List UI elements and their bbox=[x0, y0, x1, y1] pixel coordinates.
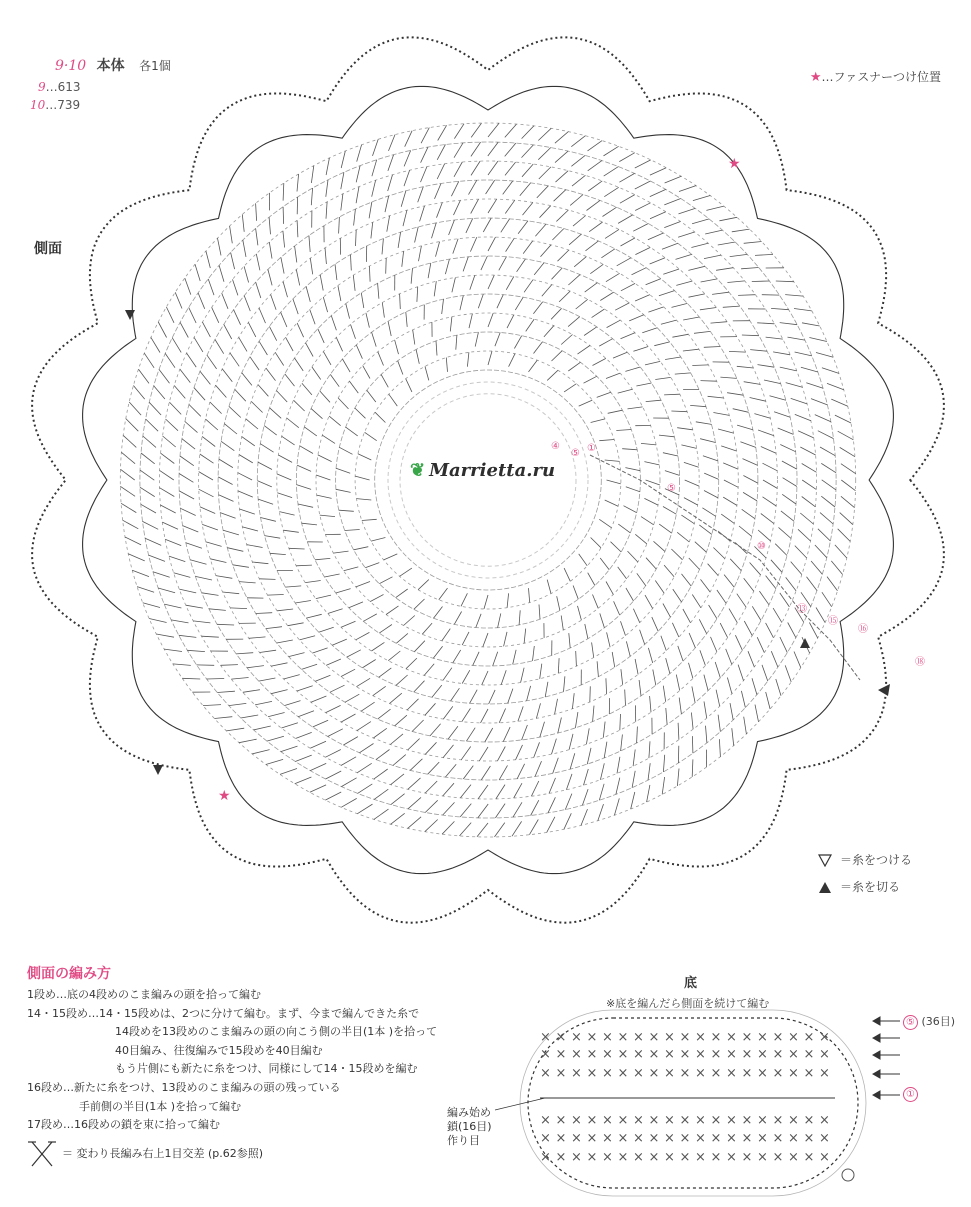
svg-text:×: × bbox=[617, 1131, 629, 1146]
svg-text:×: × bbox=[726, 1066, 737, 1081]
svg-text:×: × bbox=[648, 1030, 660, 1045]
legend-cut-text: ＝糸を切る bbox=[840, 880, 901, 894]
yarn-code: …739 bbox=[45, 98, 81, 112]
legend-attach-text: ＝糸をつける bbox=[840, 853, 913, 867]
svg-text:×: × bbox=[741, 1131, 753, 1146]
svg-text:×: × bbox=[819, 1047, 830, 1062]
method-line: 16段め…新たに糸をつけ、13段めのこま編みの頭の残っている bbox=[27, 1080, 341, 1094]
method-text bbox=[27, 986, 497, 1135]
svg-text:×: × bbox=[633, 1047, 644, 1062]
svg-text:×: × bbox=[679, 1047, 691, 1062]
svg-text:×: × bbox=[803, 1131, 815, 1146]
svg-text:×: × bbox=[540, 1131, 551, 1146]
svg-text:×: × bbox=[586, 1030, 598, 1045]
svg-text:×: × bbox=[819, 1113, 830, 1128]
svg-text:×: × bbox=[633, 1131, 644, 1146]
svg-text:×: × bbox=[648, 1131, 660, 1146]
svg-text:×: × bbox=[772, 1131, 784, 1146]
cut-marker bbox=[800, 638, 810, 648]
svg-text:×: × bbox=[540, 1030, 551, 1045]
method-line: 14段めを13段めのこま編みの頭の向こう側の半目(1本 )を拾って bbox=[115, 1025, 438, 1039]
leaf-icon: ❦ bbox=[410, 460, 426, 481]
svg-text:×: × bbox=[617, 1047, 629, 1062]
svg-text:×: × bbox=[788, 1047, 799, 1062]
svg-text:×: × bbox=[726, 1150, 737, 1165]
start-label-line: 鎖(16目) bbox=[447, 1120, 492, 1133]
svg-text:×: × bbox=[757, 1131, 768, 1146]
svg-text:×: × bbox=[555, 1131, 567, 1146]
svg-text:×: × bbox=[571, 1030, 582, 1045]
svg-text:×: × bbox=[757, 1113, 768, 1128]
svg-text:×: × bbox=[788, 1066, 799, 1081]
svg-text:×: × bbox=[679, 1030, 691, 1045]
round-marker: ⑮ bbox=[828, 616, 838, 627]
svg-text:×: × bbox=[726, 1047, 737, 1062]
side-label: 側面 bbox=[34, 241, 62, 257]
cut-marker bbox=[878, 684, 890, 696]
svg-text:×: × bbox=[757, 1030, 768, 1045]
svg-text:×: × bbox=[772, 1047, 784, 1062]
svg-text:×: × bbox=[695, 1030, 706, 1045]
svg-text:×: × bbox=[633, 1113, 644, 1128]
pattern-title bbox=[55, 55, 171, 75]
legend-cut bbox=[818, 878, 900, 895]
star-icon: ★ bbox=[809, 70, 822, 85]
watermark bbox=[410, 460, 555, 481]
svg-text:×: × bbox=[586, 1113, 598, 1128]
round-marker: ⑤ bbox=[667, 483, 676, 494]
svg-text:×: × bbox=[726, 1131, 737, 1146]
svg-text:×: × bbox=[602, 1150, 613, 1165]
svg-text:×: × bbox=[695, 1047, 706, 1062]
row-number-badge: ⑤ bbox=[903, 1015, 918, 1030]
svg-text:×: × bbox=[540, 1047, 551, 1062]
svg-text:×: × bbox=[695, 1113, 706, 1128]
svg-text:×: × bbox=[633, 1150, 644, 1165]
svg-text:×: × bbox=[571, 1113, 582, 1128]
method-line: 手前側の半目(1本 )を拾って編む bbox=[79, 1099, 242, 1113]
row-number-badge: ① bbox=[903, 1087, 918, 1102]
svg-text:×: × bbox=[695, 1066, 706, 1081]
svg-text:×: × bbox=[540, 1113, 551, 1128]
title-qty: 各1個 bbox=[139, 59, 171, 73]
round-marker: ⑩ bbox=[757, 541, 766, 552]
svg-text:×: × bbox=[602, 1131, 613, 1146]
svg-text:×: × bbox=[803, 1066, 815, 1081]
yarn-code: …613 bbox=[45, 80, 81, 94]
svg-text:×: × bbox=[710, 1030, 722, 1045]
svg-text:×: × bbox=[633, 1030, 644, 1045]
svg-text:×: × bbox=[617, 1150, 629, 1165]
svg-text:×: × bbox=[571, 1066, 582, 1081]
svg-text:×: × bbox=[741, 1113, 753, 1128]
row-1-label bbox=[903, 1087, 918, 1102]
svg-text:×: × bbox=[633, 1066, 644, 1081]
svg-text:×: × bbox=[664, 1047, 675, 1062]
yarn-num: 9 bbox=[38, 80, 46, 94]
round-marker: ① bbox=[587, 443, 596, 454]
round-marker: ⑬ bbox=[797, 604, 807, 615]
svg-text:×: × bbox=[741, 1030, 753, 1045]
zipper-star-bottom: ★ bbox=[218, 788, 231, 804]
yarn-row-9 bbox=[38, 80, 81, 94]
svg-text:×: × bbox=[788, 1030, 799, 1045]
svg-text:×: × bbox=[664, 1113, 675, 1128]
round-marker: ⑤ bbox=[571, 448, 580, 459]
svg-text:×: × bbox=[602, 1066, 613, 1081]
legend-attach bbox=[818, 851, 912, 868]
filled-triangle-icon bbox=[818, 881, 832, 894]
svg-text:×: × bbox=[788, 1113, 799, 1128]
svg-text:×: × bbox=[571, 1047, 582, 1062]
svg-text:×: × bbox=[571, 1150, 582, 1165]
row-arrows bbox=[873, 1017, 900, 1099]
svg-text:×: × bbox=[803, 1113, 815, 1128]
start-label-line: 編み始め bbox=[447, 1106, 491, 1119]
svg-text:×: × bbox=[772, 1066, 784, 1081]
svg-text:×: × bbox=[555, 1047, 567, 1062]
svg-text:×: × bbox=[679, 1113, 691, 1128]
svg-text:×: × bbox=[819, 1030, 830, 1045]
svg-text:×: × bbox=[710, 1131, 722, 1146]
svg-text:×: × bbox=[757, 1047, 768, 1062]
svg-text:×: × bbox=[726, 1113, 737, 1128]
svg-text:×: × bbox=[586, 1066, 598, 1081]
svg-text:×: × bbox=[726, 1030, 737, 1045]
open-triangle-icon bbox=[818, 854, 832, 867]
svg-text:×: × bbox=[648, 1113, 660, 1128]
start-label-line: 作り目 bbox=[447, 1134, 480, 1147]
bottom-note: ※底を編んだら側面を続けて編む bbox=[606, 997, 770, 1010]
method-line: 14・15段め…14・15段めは、2つに分けて編む。まず、今まで編んできた糸で bbox=[27, 1006, 420, 1020]
star-legend bbox=[810, 68, 941, 85]
svg-text:×: × bbox=[819, 1066, 830, 1081]
svg-text:×: × bbox=[772, 1030, 784, 1045]
svg-text:×: × bbox=[710, 1113, 722, 1128]
cut-marker bbox=[153, 765, 163, 775]
svg-text:×: × bbox=[741, 1150, 753, 1165]
svg-text:×: × bbox=[540, 1066, 551, 1081]
svg-text:×: × bbox=[617, 1030, 629, 1045]
svg-text:×: × bbox=[555, 1150, 567, 1165]
svg-text:×: × bbox=[803, 1030, 815, 1045]
svg-text:×: × bbox=[555, 1113, 567, 1128]
svg-text:×: × bbox=[710, 1066, 722, 1081]
svg-text:×: × bbox=[803, 1150, 815, 1165]
svg-text:×: × bbox=[741, 1047, 753, 1062]
svg-text:×: × bbox=[602, 1047, 613, 1062]
svg-text:×: × bbox=[757, 1066, 768, 1081]
svg-text:×: × bbox=[679, 1066, 691, 1081]
method-line: もう片側にも新たに糸をつけ、同様にして14・15段めを編む bbox=[115, 1062, 418, 1076]
svg-text:×: × bbox=[648, 1150, 660, 1165]
svg-text:×: × bbox=[757, 1150, 768, 1165]
title-main: 本体 bbox=[96, 58, 125, 74]
svg-text:×: × bbox=[788, 1150, 799, 1165]
watermark-text: Marrietta.ru bbox=[429, 460, 556, 481]
round-marker: ④ bbox=[551, 441, 560, 452]
round-marker: ⑱ bbox=[915, 657, 925, 668]
svg-text:×: × bbox=[617, 1066, 629, 1081]
zipper-star-top: ★ bbox=[728, 156, 741, 172]
svg-text:×: × bbox=[586, 1150, 598, 1165]
svg-text:×: × bbox=[648, 1066, 660, 1081]
svg-text:×: × bbox=[741, 1066, 753, 1081]
row-count: (36目) bbox=[921, 1015, 956, 1028]
method-line: 40目編み、往復編みで15段めを40目編む bbox=[115, 1043, 323, 1057]
svg-text:×: × bbox=[710, 1150, 722, 1165]
svg-text:×: × bbox=[540, 1150, 551, 1165]
bottom-chart bbox=[495, 1010, 866, 1196]
yarn-row-10 bbox=[30, 98, 80, 112]
svg-text:×: × bbox=[602, 1113, 613, 1128]
svg-text:×: × bbox=[571, 1131, 582, 1146]
bottom-title: 底 bbox=[684, 976, 698, 991]
symbol-note: ＝ 変わり長編み右上1目交差 (p.62参照) bbox=[62, 1147, 264, 1160]
svg-text:×: × bbox=[695, 1131, 706, 1146]
svg-text:×: × bbox=[772, 1150, 784, 1165]
svg-text:×: × bbox=[555, 1066, 567, 1081]
start-chain-label bbox=[447, 1106, 492, 1148]
star-legend-text: …ファスナーつけ位置 bbox=[821, 70, 941, 84]
svg-text:×: × bbox=[586, 1047, 598, 1062]
row-5-label bbox=[903, 1013, 955, 1030]
svg-text:×: × bbox=[555, 1030, 567, 1045]
svg-text:×: × bbox=[710, 1047, 722, 1062]
svg-text:×: × bbox=[679, 1150, 691, 1165]
svg-text:×: × bbox=[819, 1131, 830, 1146]
svg-text:×: × bbox=[664, 1150, 675, 1165]
svg-text:×: × bbox=[664, 1131, 675, 1146]
svg-text:×: × bbox=[586, 1131, 598, 1146]
round-marker: ⑯ bbox=[858, 624, 868, 635]
svg-text:×: × bbox=[679, 1131, 691, 1146]
svg-text:×: × bbox=[788, 1131, 799, 1146]
svg-text:×: × bbox=[772, 1113, 784, 1128]
svg-text:×: × bbox=[803, 1047, 815, 1062]
svg-text:×: × bbox=[819, 1150, 830, 1165]
method-line: 1段め…底の4段めのこま編みの頭を拾って編む bbox=[27, 988, 261, 1001]
svg-text:×: × bbox=[648, 1047, 660, 1062]
title-numbers: 9·10 bbox=[55, 58, 87, 74]
crossed-stitch-symbol bbox=[28, 1142, 56, 1166]
svg-text:×: × bbox=[664, 1030, 675, 1045]
yarn-num: 10 bbox=[30, 98, 46, 112]
svg-text:×: × bbox=[664, 1066, 675, 1081]
svg-text:×: × bbox=[695, 1150, 706, 1165]
svg-text:×: × bbox=[617, 1113, 629, 1128]
method-line: 17段め…16段めの鎖を束に拾って編む bbox=[27, 1118, 220, 1132]
svg-text:×: × bbox=[602, 1030, 613, 1045]
method-title: 側面の編み方 bbox=[27, 966, 111, 982]
